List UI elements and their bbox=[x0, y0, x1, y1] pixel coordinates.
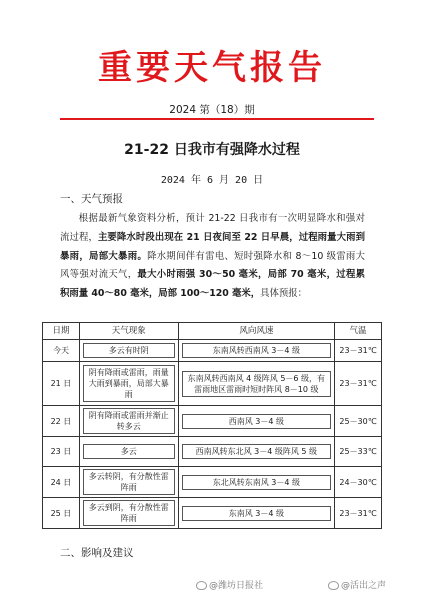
row-weather: 阴有降雨或雷雨，雨量大雨到暴雨，局部大暴雨 bbox=[79, 362, 178, 406]
weibo-icon bbox=[328, 581, 339, 590]
header-date: 日期 bbox=[43, 323, 80, 340]
row-date: 今天 bbox=[43, 340, 80, 362]
forecast-text-2: 降水期间伴有雷电、短时强降水和 8～10 级雷雨大风等强对流天气， bbox=[60, 250, 365, 281]
table-row bbox=[43, 406, 382, 437]
row-weather: 阴有降雨或雷雨并渐止转多云 bbox=[79, 406, 178, 437]
row-date: 21 日 bbox=[43, 362, 80, 406]
section-impact-heading: 二、影响及建议 bbox=[60, 547, 134, 559]
section-forecast-heading: 一、天气预报 bbox=[60, 193, 123, 205]
forecast-text-bold-2: 最大小时雨强 30～50 毫米，局部 70 毫米，过程累积雨量 40～80 毫米，局部 100～120 毫米， bbox=[60, 269, 365, 300]
table-row bbox=[43, 467, 382, 498]
forecast-text-bold-1: 主要降水时段出现在 21 日夜间至 22 日早晨，过程雨量大雨到暴雨，局部大暴雨。 bbox=[60, 231, 365, 262]
row-wind: 东南风转西南风 3－4 级 bbox=[178, 340, 334, 362]
forecast-paragraph bbox=[60, 210, 365, 304]
row-temp: 23－31℃ bbox=[335, 340, 382, 362]
header-divider bbox=[60, 118, 374, 120]
table-header-row bbox=[43, 323, 382, 340]
forecast-table bbox=[42, 322, 382, 529]
row-weather: 多云 bbox=[79, 437, 178, 467]
row-weather: 多云有时阴 bbox=[79, 340, 178, 362]
table-row bbox=[43, 362, 382, 406]
row-weather: 多云转阴，有分散性雷阵雨 bbox=[79, 467, 178, 498]
row-date: 23 日 bbox=[43, 437, 80, 467]
row-wind: 西南风转东北风 3－4 级阵风 5 级 bbox=[178, 437, 334, 467]
row-temp: 23－31℃ bbox=[335, 498, 382, 529]
footer-right-text: @活出之声 bbox=[341, 581, 387, 591]
row-temp: 25－33℃ bbox=[335, 437, 382, 467]
table-row bbox=[43, 340, 382, 362]
row-wind: 东南风转西南风 4 级阵风 5－6 级，有雷雨地区雷雨时短时阵风 8－10 级 bbox=[178, 362, 334, 406]
forecast-text-1: 根据最新气象资料分析，预计 21-22 日我市有一次明显降水和强对流过程， bbox=[60, 213, 365, 243]
header-wind: 风向风速 bbox=[178, 323, 334, 340]
row-wind: 东北风转东南风 3－4 级 bbox=[178, 467, 334, 498]
row-date: 22 日 bbox=[43, 406, 80, 437]
weibo-icon bbox=[196, 581, 207, 590]
header-temp: 气温 bbox=[335, 323, 382, 340]
row-temp: 25－30℃ bbox=[335, 406, 382, 437]
row-wind: 东南风 3－4 级 bbox=[178, 498, 334, 529]
row-temp: 23－31℃ bbox=[335, 362, 382, 406]
row-temp: 24－30℃ bbox=[335, 467, 382, 498]
report-title: 21-22 日我市有强降水过程 bbox=[124, 142, 300, 158]
forecast-text-3: 具体预报： bbox=[260, 288, 308, 300]
footer-watermark-left bbox=[196, 578, 263, 591]
header-weather: 天气现象 bbox=[79, 323, 178, 340]
report-masthead: 重要天气报告 bbox=[98, 48, 326, 88]
issue-number: 2024 第（18）期 bbox=[169, 104, 255, 116]
row-date: 24 日 bbox=[43, 467, 80, 498]
report-date: 2024 年 6 月 20 日 bbox=[160, 175, 264, 186]
row-date: 25 日 bbox=[43, 498, 80, 529]
row-weather: 多云到阴，有分散性雷阵雨 bbox=[79, 498, 178, 529]
table-row bbox=[43, 437, 382, 467]
row-wind: 西南风 3－4 级 bbox=[178, 406, 334, 437]
table-row bbox=[43, 498, 382, 529]
footer-watermark-right bbox=[328, 578, 386, 591]
footer-left-text: @潍坊日报社 bbox=[209, 581, 264, 591]
